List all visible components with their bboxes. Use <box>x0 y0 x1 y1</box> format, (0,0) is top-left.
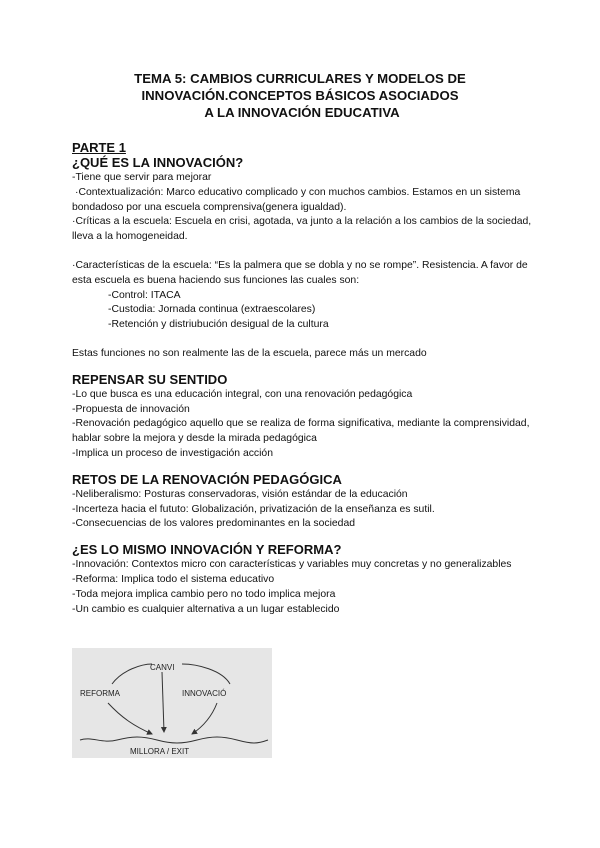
paragraph: -Reforma: Implica todo el sistema educativo <box>72 573 275 585</box>
document-body <box>72 140 542 617</box>
list-item: -Control: ITACA <box>108 289 181 301</box>
label-millora: MILLORA / EXIT <box>130 747 190 756</box>
paragraph: ·Contextualización: Marco educativo complicado y con muchos cambios. Estamos en un sistema bondadoso por una escuela comprensiva(genera igualdad). <box>72 186 521 213</box>
label-innovacio: INNOVACIÓ <box>182 689 227 698</box>
paragraph: -Incerteza hacia el fututo: Globalización, privatización de la enseñanza es sutil. <box>72 503 435 515</box>
paragraph: ·Críticas a la escuela: Escuela en crisi, agotada, va junto a la relación a los cambios de la sociedad, lleva a la homogeneidad. <box>72 216 532 243</box>
paragraph: -Tiene que servir para mejorar <box>72 172 212 183</box>
label-canvi: CANVI <box>150 663 175 672</box>
title-line-2: INNOVACIÓN.CONCEPTOS BÁSICOS ASOCIADOS <box>141 88 459 103</box>
section-heading-challenges: RETOS DE LA RENOVACIÓN PEDAGÓGICA <box>72 471 342 487</box>
paragraph: ·Características de la escuela: “Es la palmera que se dobla y no se rompe”. Resistencia. A favor de esta escuela es buena haciendo sus funciones las cuales son: <box>72 259 528 286</box>
section-heading-rethink: REPENSAR SU SENTIDO <box>72 371 228 387</box>
part-heading: PARTE 1 <box>72 140 126 155</box>
title-line-3: A LA INNOVACIÓN EDUCATIVA <box>204 105 400 120</box>
document-title <box>0 70 600 121</box>
change-diagram <box>72 648 272 758</box>
paragraph: -Propuesta de innovación <box>72 403 190 415</box>
list-item: -Custodia: Jornada continua (extraescolares) <box>108 304 316 316</box>
paragraph: -Un cambio es cualquier alternativa a un lugar establecido <box>72 603 340 615</box>
paragraph: Estas funciones no son realmente las de la escuela, parece más un mercado <box>72 347 427 359</box>
paragraph: -Toda mejora implica cambio pero no todo implica mejora <box>72 588 336 600</box>
paragraph: -Lo que busca es una educación integral, con una renovación pedagógica <box>72 388 413 400</box>
label-reforma: REFORMA <box>80 689 120 698</box>
paragraph: -Renovación pedagógico aquello que se realiza de forma significativa, mediante la comprensividad, hablar sobre la mejora y desde la mirada pedagógica <box>72 418 530 445</box>
paragraph: -Implica un proceso de investigación acción <box>72 447 273 459</box>
paragraph: -Consecuencias de los valores predominantes en la sociedad <box>72 518 356 530</box>
paragraph: -Neliberalismo: Posturas conservadoras, visión estándar de la educación <box>72 488 408 500</box>
paragraph: -Innovación: Contextos micro con características y variables muy concretas y no generalizables <box>72 559 512 571</box>
title-line-1: TEMA 5: CAMBIOS CURRICULARES Y MODELOS DE <box>134 71 466 86</box>
section-heading-innovation: ¿QUÉ ES LA INNOVACIÓN? <box>72 155 244 170</box>
section-heading-reform: ¿ES LO MISMO INNOVACIÓN Y REFORMA? <box>72 542 342 558</box>
list-item: -Retención y distriubución desigual de la cultura <box>108 319 329 331</box>
